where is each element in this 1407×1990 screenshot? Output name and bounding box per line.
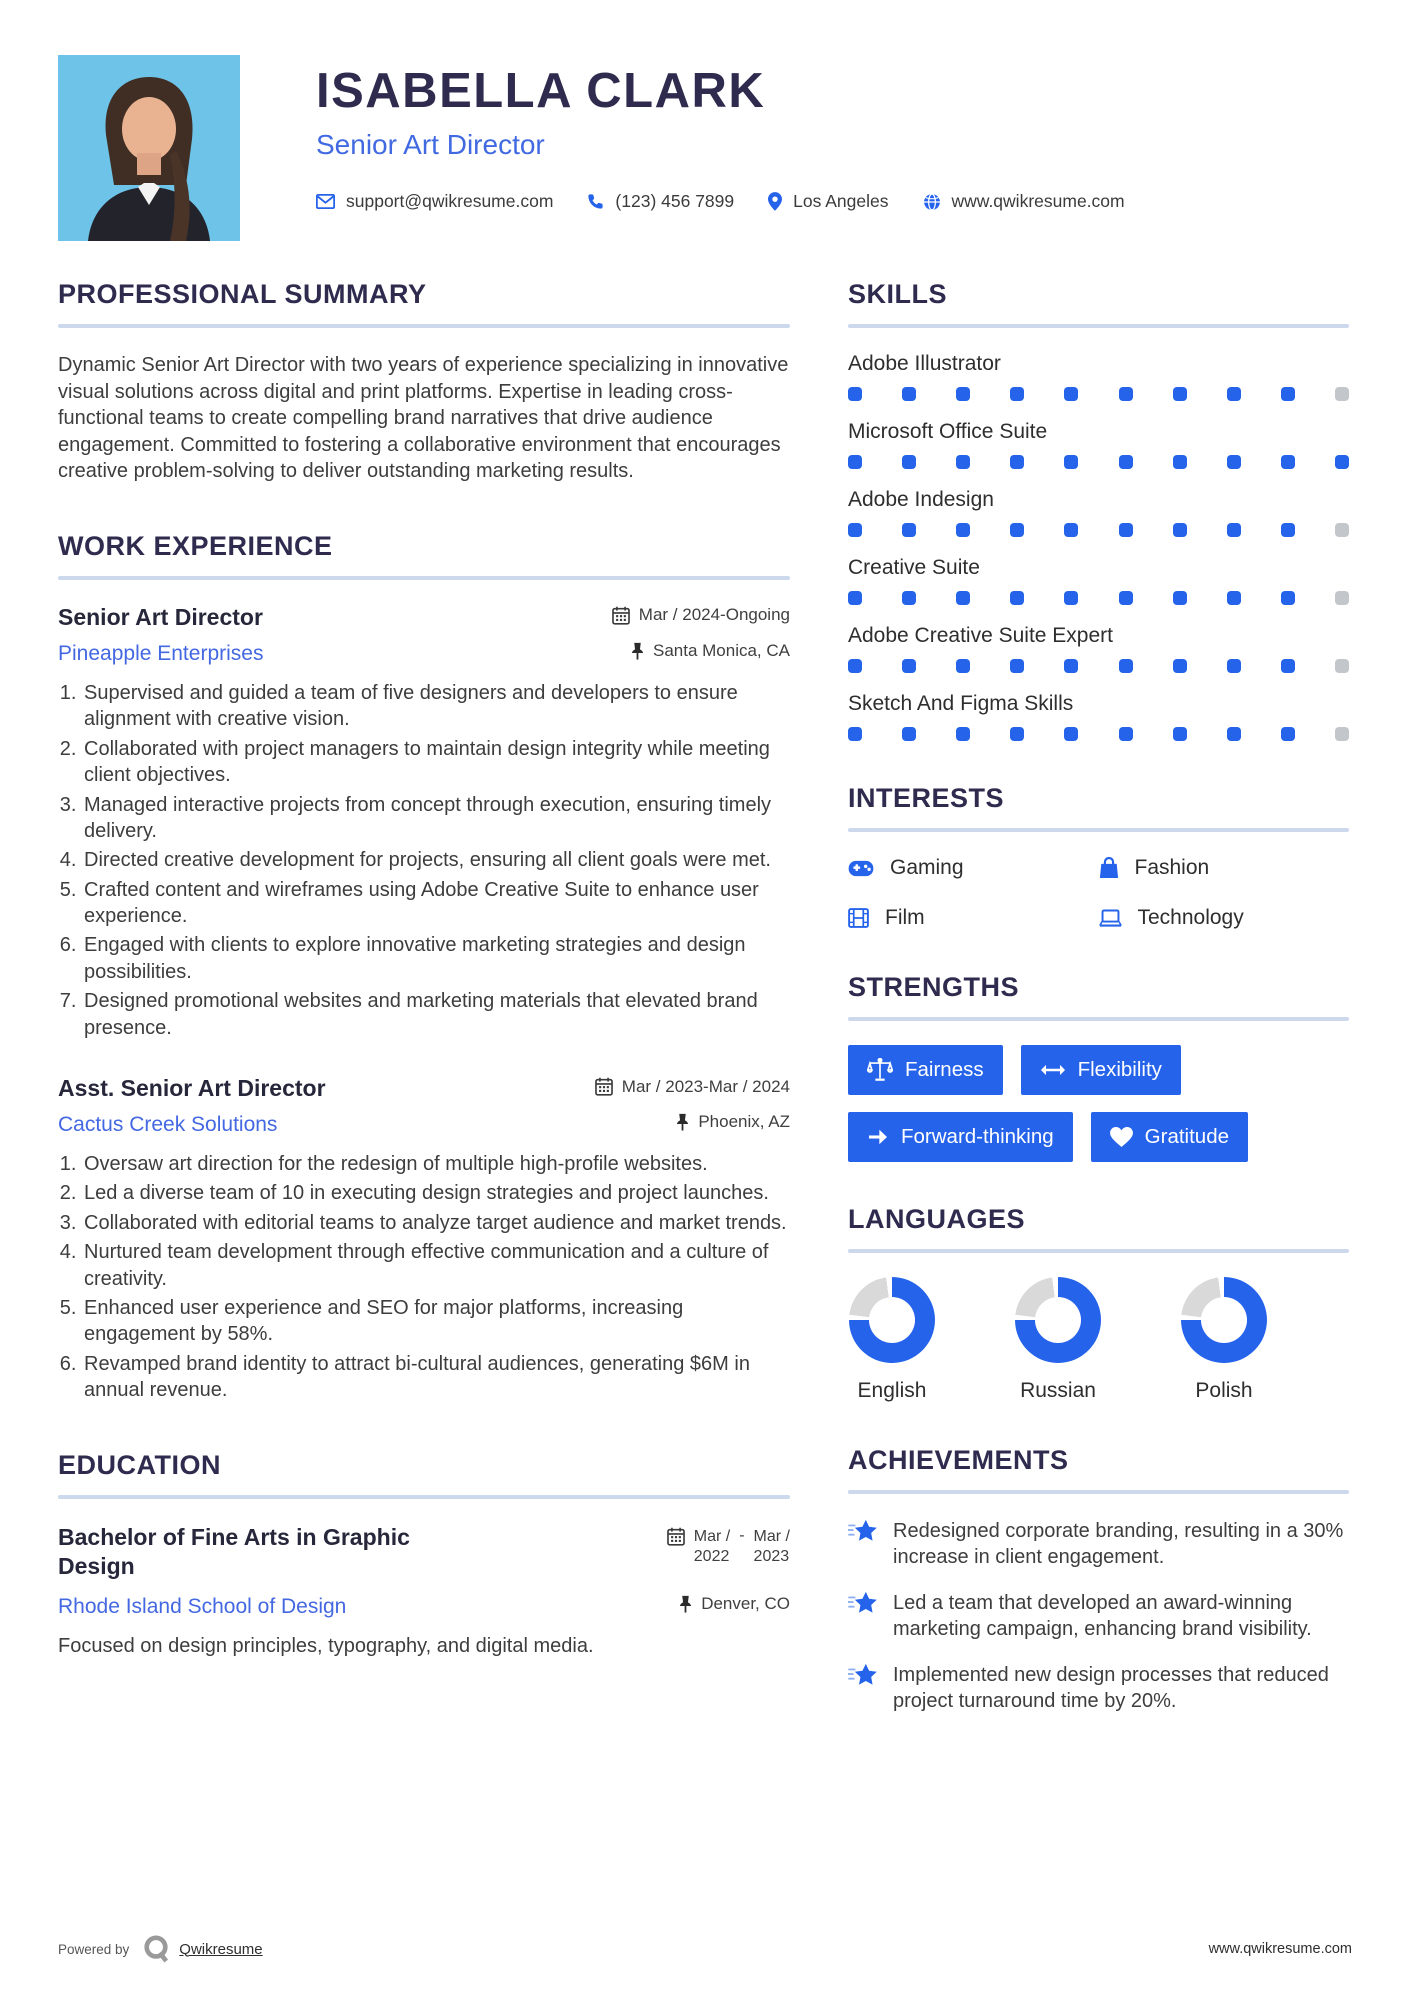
contact-item bbox=[316, 191, 553, 212]
skill-dot-filled bbox=[1119, 523, 1133, 537]
qwikresume-logo-icon bbox=[143, 1934, 169, 1964]
skill-dot-filled bbox=[902, 727, 916, 741]
skill-dot-filled bbox=[1064, 659, 1078, 673]
language-item bbox=[1014, 1277, 1102, 1403]
achievement-item bbox=[848, 1518, 1349, 1571]
skill-dot-filled bbox=[1010, 387, 1024, 401]
skill-dot-filled bbox=[902, 591, 916, 605]
education-end-date: Mar / 2023 bbox=[753, 1527, 790, 1565]
shooting-star-icon bbox=[848, 1590, 878, 1616]
job-bullet: 2. Led a diverse team of 10 in executing design strategies and project launches. bbox=[82, 1180, 790, 1206]
section-strengths bbox=[848, 972, 1349, 1162]
section-rule bbox=[58, 324, 790, 328]
skill-dot-empty bbox=[1335, 523, 1349, 537]
skill-dot-filled bbox=[1119, 591, 1133, 605]
job-header-row bbox=[58, 1075, 790, 1102]
achievement-list bbox=[848, 1518, 1349, 1714]
job-bullet: 3. Managed interactive projects from concept through execution, ensuring timely delivery. bbox=[82, 792, 790, 845]
skill-dot-filled bbox=[1227, 659, 1241, 673]
skill-rating bbox=[848, 727, 1349, 741]
skill-list bbox=[848, 352, 1349, 741]
job-subrow bbox=[58, 1112, 790, 1137]
job-location bbox=[631, 641, 790, 661]
job-bullet: 7. Designed promotional websites and marketing materials that elevated brand presence. bbox=[82, 988, 790, 1041]
footer bbox=[58, 1934, 1352, 1964]
skill-dot-filled bbox=[902, 455, 916, 469]
skill-name: Creative Suite bbox=[848, 556, 980, 579]
strength-badge bbox=[1091, 1112, 1248, 1162]
skill-dot-filled bbox=[848, 387, 862, 401]
skill-dot-filled bbox=[902, 387, 916, 401]
section-achievements bbox=[848, 1445, 1349, 1714]
section-rule bbox=[848, 324, 1349, 328]
contact-text: Los Angeles bbox=[793, 191, 889, 211]
skill-dot-filled bbox=[1010, 523, 1024, 537]
skill-item bbox=[848, 420, 1349, 469]
job-location-text: Santa Monica, CA bbox=[652, 640, 790, 660]
section-interests bbox=[848, 783, 1349, 930]
job-bullet: 6. Revamped brand identity to attract bi-cultural audiences, generating $6M in annual revenue. bbox=[82, 1351, 790, 1404]
section-rule bbox=[848, 1017, 1349, 1021]
left-column bbox=[58, 279, 790, 1760]
skill-dot-filled bbox=[1227, 455, 1241, 469]
education-entry bbox=[58, 1523, 790, 1583]
skill-dot-filled bbox=[956, 727, 970, 741]
education-dates bbox=[667, 1523, 790, 1583]
skill-dot-filled bbox=[1119, 727, 1133, 741]
skill-item bbox=[848, 352, 1349, 401]
language-label: Russian bbox=[1020, 1379, 1096, 1402]
job-bullet: 2. Collaborated with project managers to maintain design integrity while meeting client objectives. bbox=[82, 736, 790, 789]
laptop-icon bbox=[1099, 909, 1122, 927]
skill-dot-filled bbox=[956, 455, 970, 469]
interest-item bbox=[1099, 906, 1350, 930]
skill-dot-filled bbox=[1010, 659, 1024, 673]
company-link[interactable]: Pineapple Enterprises bbox=[58, 641, 264, 665]
profile-photo-image bbox=[58, 55, 240, 241]
school-link[interactable]: Rhode Island School of Design bbox=[58, 1595, 347, 1619]
job-title: Senior Art Director bbox=[58, 603, 263, 630]
heart-icon bbox=[1110, 1127, 1133, 1147]
skill-dot-filled bbox=[1173, 455, 1187, 469]
skill-dot-empty bbox=[1335, 659, 1349, 673]
language-item bbox=[848, 1277, 936, 1403]
header-main bbox=[316, 55, 1125, 212]
skill-dot-filled bbox=[1281, 727, 1295, 741]
contact-item bbox=[587, 191, 734, 212]
strengths-heading: STRENGTHS bbox=[848, 972, 1020, 1002]
skill-dot-filled bbox=[848, 659, 862, 673]
job-bullet-list bbox=[58, 1151, 790, 1404]
skill-dot-filled bbox=[1281, 387, 1295, 401]
section-rule bbox=[58, 1495, 790, 1499]
strength-label: Fairness bbox=[905, 1058, 984, 1081]
skill-dot-filled bbox=[1064, 387, 1078, 401]
skill-dot-empty bbox=[1335, 727, 1349, 741]
arrows-left-right-icon bbox=[1040, 1063, 1066, 1077]
skill-dot-filled bbox=[1227, 523, 1241, 537]
language-donut-chart bbox=[1015, 1277, 1101, 1363]
strength-label: Gratitude bbox=[1144, 1125, 1229, 1148]
skill-dot-filled bbox=[1173, 523, 1187, 537]
interest-label: Fashion bbox=[1134, 856, 1210, 879]
section-education bbox=[58, 1450, 790, 1659]
skill-dot-filled bbox=[956, 591, 970, 605]
section-rule bbox=[58, 576, 790, 580]
skill-dot-filled bbox=[1064, 727, 1078, 741]
skill-dot-filled bbox=[1119, 387, 1133, 401]
strength-label: Flexibility bbox=[1077, 1058, 1162, 1081]
calendar-icon bbox=[612, 606, 630, 625]
contact-link[interactable]: support@qwikresume.com bbox=[346, 191, 554, 211]
strength-badge bbox=[1021, 1045, 1181, 1095]
job-bullet-list bbox=[58, 680, 790, 1041]
skill-dot-filled bbox=[1010, 591, 1024, 605]
job-date-text: Mar / 2024-Ongoing bbox=[638, 605, 790, 625]
contact-text: (123) 456 7899 bbox=[615, 191, 735, 211]
skill-dot-filled bbox=[848, 727, 862, 741]
language-donut-chart bbox=[849, 1277, 935, 1363]
skill-dot-filled bbox=[956, 523, 970, 537]
achievement-item bbox=[848, 1590, 1349, 1643]
strength-badge bbox=[848, 1045, 1003, 1095]
interest-item bbox=[848, 906, 1099, 930]
skill-item bbox=[848, 692, 1349, 741]
strength-badges bbox=[848, 1045, 1349, 1162]
interest-item bbox=[848, 856, 1099, 880]
interest-item bbox=[1099, 856, 1350, 880]
section-languages bbox=[848, 1204, 1349, 1403]
education-heading: EDUCATION bbox=[58, 1449, 221, 1480]
skill-dot-filled bbox=[902, 659, 916, 673]
job-title: Asst. Senior Art Director bbox=[58, 1075, 326, 1102]
skill-dot-empty bbox=[1335, 387, 1349, 401]
shopping-bag-icon bbox=[1099, 857, 1119, 879]
skill-rating bbox=[848, 455, 1349, 469]
interest-label: Gaming bbox=[890, 856, 964, 879]
education-subrow bbox=[58, 1594, 790, 1619]
skill-dot-filled bbox=[1064, 455, 1078, 469]
film-icon bbox=[848, 908, 869, 928]
section-rule bbox=[848, 828, 1349, 832]
job-bullet: 1. Oversaw art direction for the redesign of multiple high-profile websites. bbox=[82, 1151, 790, 1177]
person-title: Senior Art Director bbox=[316, 129, 545, 160]
contact-row bbox=[316, 191, 1125, 212]
skill-dot-filled bbox=[1119, 455, 1133, 469]
strength-label: Forward-thinking bbox=[901, 1125, 1054, 1148]
strength-badge bbox=[848, 1112, 1073, 1162]
contact-item bbox=[768, 191, 888, 212]
skill-dot-filled bbox=[1064, 523, 1078, 537]
person-name: ISABELLA CLARK bbox=[316, 64, 766, 118]
education-start-date: Mar / 2022 bbox=[693, 1527, 731, 1565]
skill-name: Sketch And Figma Skills bbox=[848, 692, 1074, 715]
education-description: Focused on design principles, typography, and digital media. bbox=[58, 1635, 594, 1658]
section-rule bbox=[848, 1249, 1349, 1253]
job-entry bbox=[58, 1075, 790, 1404]
skill-dot-filled bbox=[1010, 455, 1024, 469]
skill-dot-filled bbox=[1227, 387, 1241, 401]
skill-rating bbox=[848, 591, 1349, 605]
right-column bbox=[848, 279, 1349, 1760]
achievement-item bbox=[848, 1662, 1349, 1715]
degree-name: Bachelor of Fine Arts in Graphic Design bbox=[58, 1523, 410, 1580]
contact-item bbox=[923, 191, 1125, 212]
interests-heading: INTERESTS bbox=[848, 783, 1005, 813]
section-work-experience bbox=[58, 531, 790, 1404]
skill-item bbox=[848, 488, 1349, 537]
achievement-text: Redesigned corporate branding, resulting in a 30% increase in client engagement. bbox=[893, 1520, 1344, 1569]
job-bullet: 4. Directed creative development for projects, ensuring all client goals were met. bbox=[82, 847, 790, 873]
skill-dot-filled bbox=[1173, 659, 1187, 673]
location-icon bbox=[768, 192, 782, 211]
job-date-text: Mar / 2023-Mar / 2024 bbox=[621, 1076, 790, 1096]
skill-dot-filled bbox=[956, 659, 970, 673]
skill-dot-filled bbox=[1227, 727, 1241, 741]
skill-dot-filled bbox=[1173, 387, 1187, 401]
summary-heading: PROFESSIONAL SUMMARY bbox=[58, 279, 427, 309]
skill-dot-empty bbox=[1335, 591, 1349, 605]
balance-scale-icon bbox=[867, 1058, 893, 1082]
language-donut-chart bbox=[1181, 1277, 1267, 1363]
summary-text: Dynamic Senior Art Director with two years of experience specializing in innovative visual solutions across digital and print platforms. Expertise in leading cross-functional teams to create compelling brand narratives that drive audience engagement. Committed to fostering a collaborative environment that encourages creative problem-solving to deliver outstanding marketing results. bbox=[58, 354, 789, 483]
arrow-right-icon bbox=[867, 1128, 889, 1146]
skill-dot-filled bbox=[1227, 591, 1241, 605]
section-professional-summary bbox=[58, 279, 790, 485]
skill-dot-filled bbox=[902, 523, 916, 537]
skill-item bbox=[848, 556, 1349, 605]
job-bullet: 3. Collaborated with editorial teams to analyze target audience and market trends. bbox=[82, 1210, 790, 1236]
language-item bbox=[1180, 1277, 1268, 1403]
job-header-row bbox=[58, 604, 790, 631]
gamepad-icon bbox=[848, 860, 874, 877]
achievements-heading: ACHIEVEMENTS bbox=[848, 1445, 1069, 1475]
email-icon bbox=[316, 194, 335, 209]
section-rule bbox=[848, 1490, 1349, 1494]
company-link[interactable]: Cactus Creek Solutions bbox=[58, 1113, 278, 1137]
skill-name: Adobe Illustrator bbox=[848, 352, 1001, 375]
header bbox=[58, 55, 1349, 241]
pushpin-icon bbox=[679, 1595, 692, 1613]
skill-dot-filled bbox=[1281, 591, 1295, 605]
job-bullet: 5. Crafted content and wireframes using Adobe Creative Suite to enhance user experience. bbox=[82, 877, 790, 930]
globe-icon bbox=[923, 193, 941, 211]
calendar-icon bbox=[595, 1077, 613, 1096]
shooting-star-icon bbox=[848, 1518, 878, 1544]
skill-name: Adobe Indesign bbox=[848, 488, 994, 511]
job-dates bbox=[595, 1077, 790, 1097]
job-bullet: 5. Enhanced user experience and SEO for major platforms, increasing engagement by 58%. bbox=[82, 1295, 790, 1348]
footer-website: www.qwikresume.com bbox=[1208, 1941, 1352, 1957]
interest-label: Film bbox=[885, 906, 925, 929]
language-list bbox=[848, 1277, 1349, 1403]
pushpin-icon bbox=[676, 1113, 689, 1131]
job-list bbox=[58, 604, 790, 1404]
skill-dot-filled bbox=[956, 387, 970, 401]
job-entry bbox=[58, 604, 790, 1041]
language-label: Polish bbox=[1195, 1379, 1253, 1402]
skill-dot-filled bbox=[848, 591, 862, 605]
calendar-icon bbox=[667, 1527, 685, 1546]
skill-dot-filled bbox=[848, 455, 862, 469]
job-bullet: 6. Engaged with clients to explore innovative marketing strategies and design possibilities. bbox=[82, 932, 790, 985]
skills-heading: SKILLS bbox=[848, 279, 948, 309]
languages-heading: LANGUAGES bbox=[848, 1204, 1026, 1234]
job-subrow bbox=[58, 641, 790, 666]
profile-photo bbox=[58, 55, 240, 241]
skill-dot-filled bbox=[1281, 523, 1295, 537]
date-separator: - bbox=[739, 1526, 745, 1544]
job-bullet: 1. Supervised and guided a team of five designers and developers to ensure alignment with creative vision. bbox=[82, 680, 790, 733]
powered-by-label: Powered by bbox=[58, 1941, 130, 1957]
skill-dot-filled bbox=[1281, 659, 1295, 673]
pushpin-icon bbox=[631, 642, 644, 660]
skill-rating bbox=[848, 387, 1349, 401]
skill-name: Microsoft Office Suite bbox=[848, 420, 1048, 443]
skill-name: Adobe Creative Suite Expert bbox=[848, 624, 1113, 647]
skill-dot-filled bbox=[1010, 727, 1024, 741]
skill-dot-filled bbox=[1281, 455, 1295, 469]
skill-rating bbox=[848, 523, 1349, 537]
interest-grid bbox=[848, 856, 1349, 930]
section-skills bbox=[848, 279, 1349, 741]
content-columns bbox=[58, 279, 1349, 1760]
qwikresume-link[interactable]: Qwikresume bbox=[179, 1940, 263, 1958]
skill-dot-filled bbox=[1335, 455, 1349, 469]
language-label: English bbox=[857, 1379, 927, 1402]
job-location bbox=[676, 1112, 790, 1132]
skill-dot-filled bbox=[1173, 727, 1187, 741]
skill-dot-filled bbox=[1119, 659, 1133, 673]
job-bullet: 4. Nurtured team development through effective communication and a culture of creativity. bbox=[82, 1239, 790, 1292]
shooting-star-icon bbox=[848, 1662, 878, 1688]
skill-dot-filled bbox=[1173, 591, 1187, 605]
phone-icon bbox=[587, 193, 604, 210]
skill-dot-filled bbox=[848, 523, 862, 537]
skill-item bbox=[848, 624, 1349, 673]
skill-rating bbox=[848, 659, 1349, 673]
job-dates bbox=[612, 605, 790, 625]
achievement-text: Led a team that developed an award-winning marketing campaign, enhancing brand visibility. bbox=[893, 1591, 1312, 1641]
contact-link[interactable]: www.qwikresume.com bbox=[951, 191, 1125, 211]
achievement-text: Implemented new design processes that reduced project turnaround time by 20%. bbox=[893, 1663, 1329, 1712]
education-location: Denver, CO bbox=[679, 1594, 790, 1614]
skill-dot-filled bbox=[1064, 591, 1078, 605]
job-location-text: Phoenix, AZ bbox=[698, 1112, 790, 1132]
work-heading: WORK EXPERIENCE bbox=[58, 530, 333, 561]
interest-label: Technology bbox=[1137, 906, 1244, 929]
